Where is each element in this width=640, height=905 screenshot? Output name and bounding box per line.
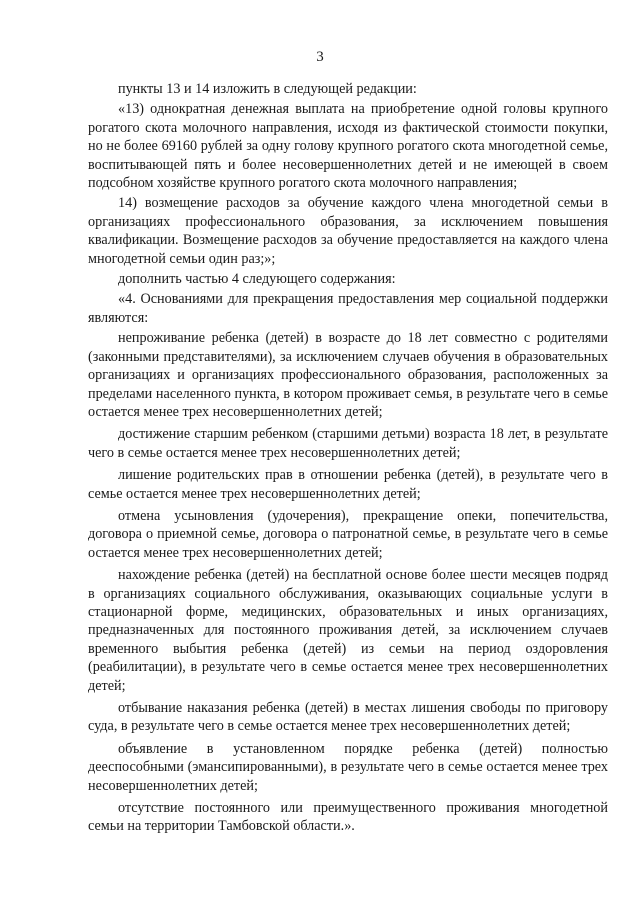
paragraph-intro: пункты 13 и 14 изложить в следующей редакции:	[118, 81, 417, 97]
paragraph-ground-emancipation: объявление в установленном порядке ребенка (детей) полностью дееспособными (эмансипированными), в результате чего в семье остается менее трех несовершеннолетних детей;	[88, 740, 608, 794]
paragraph-part-4-heading: «4. Основаниями для прекращения предоставления мер социальной поддержки являются:	[88, 291, 608, 326]
paragraph-ground-nonresidence: непроживание ребенка (детей) в возрасте до 18 лет совместно с родителями (законными представителями), за исключением случаев обучения в образовательных организациях и организациях профессионального образования, расположенных за пределами населенного пункта, в котором проживает семья, в результате чего в семье остается менее трех несовершеннолетних детей;	[88, 330, 608, 420]
paragraph-item-14: 14) возмещение расходов за обучение каждого члена многодетной семьи в организациях профессионального образования, за исключением повышения квалификации. Возмещение расходов за обучение предоставляется на каждого члена многодетной семьи один раз;»;	[88, 195, 608, 267]
paragraph-ground-age-18: достижение старшим ребенком (старшими детьми) возраста 18 лет, в результате чего в семье остается менее трех несовершеннолетних детей;	[88, 426, 608, 461]
document-body	[88, 80, 608, 836]
paragraph-ground-deprivation-rights: лишение родительских прав в отношении ребенка (детей), в результате чего в семье остается менее трех несовершеннолетних детей;	[88, 467, 608, 502]
page-number: 3	[316, 49, 324, 65]
paragraph-item-13: «13) однократная денежная выплата на приобретение одной головы крупного рогатого скота молочного направления, исходя из фактической стоимости покупки, но не более 69160 рублей за одну голову крупного рогатого скота многодетной семье, воспитывающей пять и более несовершеннолетних детей и не имеющей в своем подсобном хозяйстве крупного рогатого скота молочного направления;	[88, 101, 608, 192]
paragraph-ground-adoption-cancel: отмена усыновления (удочерения), прекращение опеки, попечительства, договора о приемной семье, договора о патронатной семье, в результате чего в семье остается менее трех несовершеннолетних детей;	[88, 507, 608, 561]
paragraph-ground-free-stay: нахождение ребенка (детей) на бесплатной основе более шести месяцев подряд в организациях социального обслуживания, оказывающих социальные услуги в стационарной форме, медицинских, образовательных и иных организациях, предназначенных для постоянного проживания детей, за исключением случаев временного выбытия ребенка (детей) из семьи на период оздоровления (реабилитации), в результате чего в семье остается менее трех несовершеннолетних детей;	[88, 567, 608, 694]
paragraph-ground-no-residence: отсутствие постоянного или преимущественного проживания многодетной семьи на территории Тамбовской области.».	[88, 800, 608, 835]
paragraph-add-part-4: дополнить частью 4 следующего содержания:	[118, 271, 396, 288]
paragraph-ground-imprisonment: отбывание наказания ребенка (детей) в местах лишения свободы по приговору суда, в результате чего в семье остается менее трех несовершеннолетних детей;	[88, 700, 608, 735]
